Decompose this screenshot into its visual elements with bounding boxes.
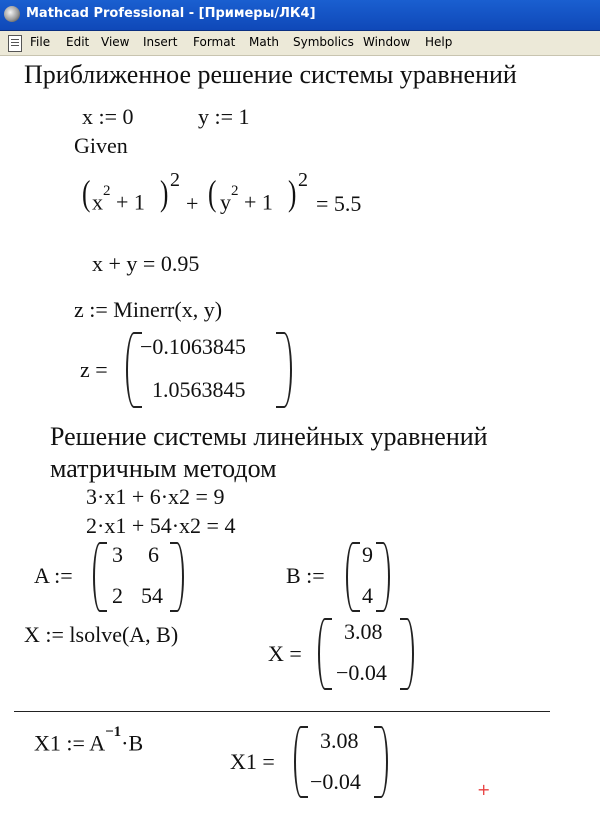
B-bracket-left (346, 542, 360, 612)
eq1-paren-close-2: ) (288, 173, 297, 213)
menu-help[interactable]: Help (425, 35, 453, 49)
A-cell-0-0: 3 (112, 542, 123, 567)
A-cell-1-0: 2 (112, 583, 123, 608)
lsolve-definition[interactable]: X := lsolve(A, B) (24, 622, 179, 647)
eq1-paren-open-2: ( (208, 173, 217, 213)
X1-def-lhs: X1 := (34, 730, 85, 756)
z-value-1: 1.0563845 (152, 377, 246, 402)
menu-insert[interactable]: Insert (143, 35, 178, 49)
menu-view[interactable]: View (101, 35, 130, 49)
window-title: Mathcad Professional - [Примеры/ЛК4] (26, 6, 316, 21)
menu-window[interactable]: Window (363, 35, 411, 49)
menu-file[interactable]: File (30, 35, 51, 49)
init-y[interactable]: y := 1 (198, 104, 250, 129)
linear-eq-1[interactable]: 3·x1 + 6·x2 = 9 (86, 484, 225, 509)
menu-math[interactable]: Math (249, 35, 280, 49)
eq1-plus: + (186, 191, 199, 216)
minerr-definition[interactable]: z := Minerr(x, y) (74, 297, 223, 322)
A-bracket-right (170, 542, 184, 612)
X1-label[interactable]: X1 = (230, 749, 275, 774)
B-bracket-right (376, 542, 390, 612)
menu-symbolics[interactable]: Symbolics (293, 35, 354, 49)
A-cell-0-1: 6 (148, 542, 159, 567)
menu-edit[interactable]: Edit (66, 35, 90, 49)
eq1-rhs[interactable]: = 5.5 (316, 191, 362, 216)
X1-bracket-right (374, 726, 388, 798)
eq1-term1[interactable]: $x^2 + 1$ (92, 183, 145, 215)
menu-bar (0, 31, 600, 56)
X-bracket-right (400, 618, 414, 690)
mathcad-app-icon[interactable] (4, 6, 20, 22)
X1-value-1: −0.04 (310, 769, 361, 794)
X-bracket-left (318, 618, 332, 690)
z-label[interactable]: z = (80, 357, 108, 382)
eq1-power-2: 2 (298, 169, 308, 191)
X1-def-inverse-exponent: −1 (105, 724, 122, 740)
heading-linear-system-line1[interactable]: Решение системы линейных уравнений (50, 422, 488, 451)
B-cell-0: 9 (362, 542, 373, 567)
X1-def-matrix-A: A (89, 730, 106, 756)
menu-format[interactable]: Format (193, 35, 236, 49)
X1-definition[interactable] (34, 724, 144, 756)
A-cell-1-1: 54 (141, 583, 163, 608)
X1-bracket-left (294, 726, 308, 798)
eq1-power-1: 2 (170, 169, 180, 191)
title-bar[interactable] (0, 0, 600, 31)
region-separator (14, 711, 550, 712)
given-keyword[interactable]: Given (74, 133, 128, 158)
X-value-1: −0.04 (336, 660, 387, 685)
eq1-term2[interactable]: $y^2 + 1$ (220, 183, 273, 215)
heading-linear-system-line2[interactable]: матричным методом (50, 454, 277, 483)
crosshair-cursor-icon: + (477, 780, 491, 799)
eq2[interactable]: x + y = 0.95 (92, 251, 200, 276)
X1-def-rhs: ·B (121, 730, 144, 756)
eq1-paren-open-1: ( (82, 173, 91, 213)
X-value-0: 3.08 (344, 619, 383, 644)
init-x[interactable]: x := 0 (82, 104, 134, 129)
X-label[interactable]: X = (268, 641, 302, 666)
z-bracket-right (276, 332, 292, 408)
A-label[interactable]: A := (34, 563, 73, 588)
B-cell-1: 4 (362, 583, 373, 608)
z-value-0: −0.1063845 (140, 334, 246, 359)
A-bracket-left (93, 542, 107, 612)
eq1-paren-close-1: ) (160, 173, 169, 213)
linear-eq-2[interactable]: 2·x1 + 54·x2 = 4 (86, 513, 236, 538)
X1-value-0: 3.08 (320, 728, 359, 753)
heading-approx-solution[interactable]: Приближенное решение системы уравнений (24, 60, 517, 89)
document-icon[interactable] (8, 35, 22, 52)
B-label[interactable]: B := (286, 563, 325, 588)
